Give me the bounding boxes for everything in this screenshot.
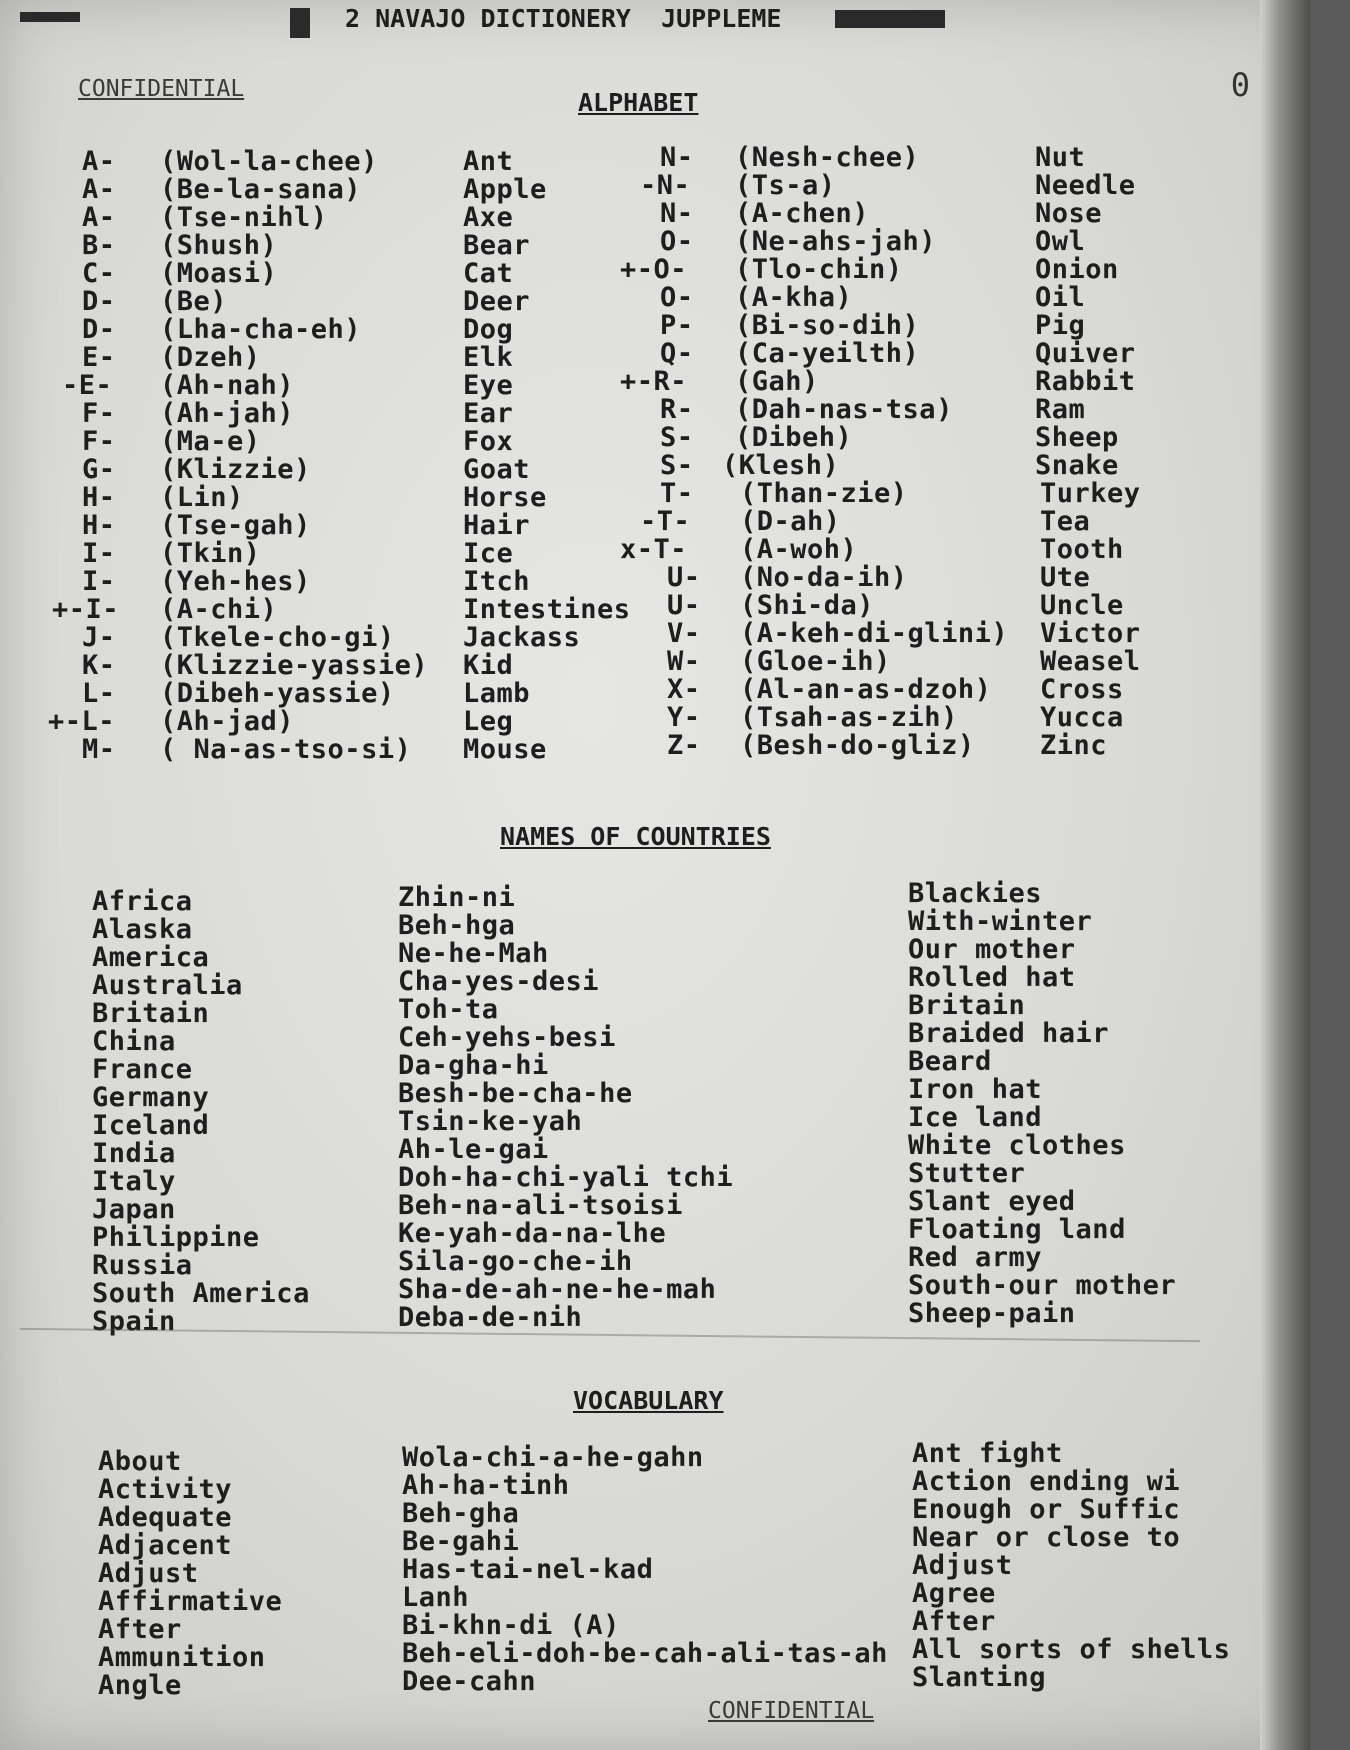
country-name: Germany bbox=[92, 1082, 210, 1113]
country-navajo: Beh-hga bbox=[398, 910, 516, 941]
alphabet-english-word: Ant bbox=[463, 146, 514, 177]
alphabet-english-word: Needle bbox=[1035, 170, 1136, 201]
countries-heading: NAMES OF COUNTRIES bbox=[500, 822, 771, 851]
alphabet-letter: T- bbox=[660, 478, 694, 509]
country-meaning: With-winter bbox=[908, 906, 1093, 937]
alphabet-letter: A- bbox=[82, 202, 116, 233]
vocab-navajo: Beh-eli-doh-be-cah-ali-tas-ah bbox=[402, 1638, 888, 1669]
vocab-word: Activity bbox=[98, 1474, 233, 1505]
alphabet-english-word: Rabbit bbox=[1035, 366, 1136, 397]
country-navajo: Cha-yes-desi bbox=[398, 966, 600, 997]
alphabet-english-word: Kid bbox=[463, 650, 514, 681]
alphabet-navajo-word: (Klizzie) bbox=[160, 454, 311, 485]
alphabet-navajo-word: (Klesh) bbox=[722, 450, 840, 481]
alphabet-english-word: Snake bbox=[1035, 450, 1119, 481]
alphabet-navajo-word: (Be) bbox=[160, 286, 228, 317]
alphabet-letter: -T- bbox=[640, 506, 691, 537]
country-name: Iceland bbox=[92, 1110, 210, 1141]
country-meaning: Iron hat bbox=[908, 1074, 1043, 1105]
alphabet-letter: J- bbox=[82, 622, 116, 653]
alphabet-english-word: Victor bbox=[1040, 618, 1141, 649]
country-meaning: Sheep-pain bbox=[908, 1298, 1076, 1329]
alphabet-english-word: Eye bbox=[463, 370, 514, 401]
country-navajo: Ceh-yehs-besi bbox=[398, 1022, 616, 1053]
country-meaning: White clothes bbox=[908, 1130, 1126, 1161]
vocab-word: After bbox=[98, 1614, 182, 1645]
alphabet-navajo-word: (Ne-ahs-jah) bbox=[735, 226, 937, 257]
alphabet-letter: E- bbox=[82, 342, 116, 373]
alphabet-navajo-word: (Tlo-chin) bbox=[735, 254, 903, 285]
alphabet-letter: +-L- bbox=[48, 706, 116, 737]
country-meaning: Red army bbox=[908, 1242, 1043, 1273]
country-navajo: Besh-be-cha-he bbox=[398, 1078, 633, 1109]
torn-page-edge bbox=[1260, 0, 1310, 1750]
alphabet-navajo-word: (Ma-e) bbox=[160, 426, 261, 457]
country-name: Alaska bbox=[92, 914, 193, 945]
vocab-meaning: Slanting bbox=[912, 1662, 1047, 1693]
country-navajo: Ke-yah-da-na-lhe bbox=[398, 1218, 667, 1249]
vocab-meaning: All sorts of shells bbox=[912, 1634, 1231, 1665]
country-name: India bbox=[92, 1138, 176, 1169]
alphabet-letter: M- bbox=[82, 734, 116, 765]
alphabet-navajo-word: (A-chen) bbox=[735, 198, 870, 229]
alphabet-english-word: Ram bbox=[1035, 394, 1086, 425]
alphabet-english-word: Lamb bbox=[463, 678, 531, 709]
alphabet-navajo-word: (Dibeh) bbox=[735, 422, 853, 453]
alphabet-navajo-word: (Klizzie-yassie) bbox=[160, 650, 429, 681]
alphabet-english-word: Apple bbox=[463, 174, 547, 205]
country-name: China bbox=[92, 1026, 176, 1057]
country-name: Russia bbox=[92, 1250, 193, 1281]
alphabet-navajo-word: (Lha-cha-eh) bbox=[160, 314, 362, 345]
country-meaning: Our mother bbox=[908, 934, 1076, 965]
alphabet-english-word: Ear bbox=[463, 398, 514, 429]
vocab-meaning: Action ending wi bbox=[912, 1466, 1181, 1497]
alphabet-navajo-word: (D-ah) bbox=[740, 506, 841, 537]
alphabet-letter: x-T- bbox=[620, 534, 688, 565]
country-navajo: Ne-he-Mah bbox=[398, 938, 549, 969]
country-meaning: Beard bbox=[908, 1046, 992, 1077]
country-navajo: Deba-de-nih bbox=[398, 1302, 583, 1333]
country-name: America bbox=[92, 942, 210, 973]
alphabet-letter: -E- bbox=[62, 370, 113, 401]
country-navajo: Sha-de-ah-ne-he-mah bbox=[398, 1274, 717, 1305]
alphabet-navajo-word: (Dzeh) bbox=[160, 342, 261, 373]
country-meaning: Slant eyed bbox=[908, 1186, 1076, 1217]
country-meaning: Blackies bbox=[908, 878, 1043, 909]
redaction-mark bbox=[835, 10, 945, 28]
alphabet-english-word: Nose bbox=[1035, 198, 1103, 229]
vocabulary-heading: VOCABULARY bbox=[573, 1386, 724, 1415]
alphabet-navajo-word: (Ah-jad) bbox=[160, 706, 295, 737]
alphabet-letter: Q- bbox=[660, 338, 694, 369]
alphabet-navajo-word: (Ah-nah) bbox=[160, 370, 295, 401]
alphabet-english-word: Goat bbox=[463, 454, 531, 485]
alphabet-navajo-word: (Tsah-as-zih) bbox=[740, 702, 958, 733]
alphabet-letter: D- bbox=[82, 286, 116, 317]
alphabet-english-word: Cat bbox=[463, 258, 514, 289]
alphabet-letter: D- bbox=[82, 314, 116, 345]
alphabet-letter: P- bbox=[660, 310, 694, 341]
country-name: Africa bbox=[92, 886, 193, 917]
alphabet-english-word: Nut bbox=[1035, 142, 1086, 173]
country-name: France bbox=[92, 1054, 193, 1085]
alphabet-english-word: Turkey bbox=[1040, 478, 1141, 509]
alphabet-letter: +-R- bbox=[620, 366, 688, 397]
alphabet-english-word: Pig bbox=[1035, 310, 1086, 341]
country-navajo: Tsin-ke-yah bbox=[398, 1106, 583, 1137]
alphabet-navajo-word: (Than-zie) bbox=[740, 478, 908, 509]
alphabet-english-word: Elk bbox=[463, 342, 514, 373]
alphabet-english-word: Deer bbox=[463, 286, 531, 317]
alphabet-navajo-word: (A-keh-di-glini) bbox=[740, 618, 1009, 649]
alphabet-english-word: Leg bbox=[463, 706, 514, 737]
alphabet-navajo-word: (Gloe-ih) bbox=[740, 646, 891, 677]
alphabet-navajo-word: (Shi-da) bbox=[740, 590, 875, 621]
alphabet-english-word: Owl bbox=[1035, 226, 1086, 257]
redaction-mark bbox=[290, 8, 310, 38]
country-navajo: Beh-na-ali-tsoisi bbox=[398, 1190, 683, 1221]
alphabet-english-word: Jackass bbox=[463, 622, 581, 653]
vocab-word: Adequate bbox=[98, 1502, 233, 1533]
alphabet-english-word: Yucca bbox=[1040, 702, 1124, 733]
country-meaning: Rolled hat bbox=[908, 962, 1076, 993]
alphabet-english-word: Uncle bbox=[1040, 590, 1124, 621]
alphabet-letter: U- bbox=[667, 562, 701, 593]
alphabet-navajo-word: (Dah-nas-tsa) bbox=[735, 394, 953, 425]
country-name: Japan bbox=[92, 1194, 176, 1225]
country-name: Spain bbox=[92, 1306, 176, 1337]
alphabet-navajo-word: (Ts-a) bbox=[735, 170, 836, 201]
vocab-word: Ammunition bbox=[98, 1642, 266, 1673]
country-meaning: Britain bbox=[908, 990, 1026, 1021]
alphabet-letter: S- bbox=[660, 450, 694, 481]
country-name: South America bbox=[92, 1278, 310, 1309]
alphabet-english-word: Hair bbox=[463, 510, 531, 541]
country-navajo: Doh-ha-chi-yali tchi bbox=[398, 1162, 734, 1193]
vocab-meaning: Near or close to bbox=[912, 1522, 1181, 1553]
alphabet-letter: I- bbox=[82, 538, 116, 569]
alphabet-letter: H- bbox=[82, 510, 116, 541]
alphabet-navajo-word: (Tkin) bbox=[160, 538, 261, 569]
alphabet-english-word: Dog bbox=[463, 314, 514, 345]
alphabet-letter: O- bbox=[660, 226, 694, 257]
alphabet-letter: B- bbox=[82, 230, 116, 261]
alphabet-letter: N- bbox=[660, 198, 694, 229]
section-divider bbox=[20, 1328, 1200, 1342]
alphabet-letter: O- bbox=[660, 282, 694, 313]
vocab-meaning: Agree bbox=[912, 1578, 996, 1609]
alphabet-letter: A- bbox=[82, 146, 116, 177]
alphabet-letter: Y- bbox=[667, 702, 701, 733]
alphabet-navajo-word: (No-da-ih) bbox=[740, 562, 908, 593]
alphabet-navajo-word: (Wol-la-chee) bbox=[160, 146, 378, 177]
country-meaning: Floating land bbox=[908, 1214, 1126, 1245]
country-meaning: Stutter bbox=[908, 1158, 1026, 1189]
alphabet-letter: S- bbox=[660, 422, 694, 453]
alphabet-navajo-word: (Tse-gah) bbox=[160, 510, 311, 541]
alphabet-english-word: Zinc bbox=[1040, 730, 1108, 761]
document-title: 2 NAVAJO DICTIONERY JUPPLEME bbox=[345, 4, 782, 33]
country-name: Australia bbox=[92, 970, 243, 1001]
country-meaning: Braided hair bbox=[908, 1018, 1110, 1049]
vocab-navajo: Beh-gha bbox=[402, 1498, 520, 1529]
alphabet-navajo-word: (Ca-yeilth) bbox=[735, 338, 920, 369]
alphabet-letter: W- bbox=[667, 646, 701, 677]
vocab-meaning: Adjust bbox=[912, 1550, 1013, 1581]
alphabet-letter: H- bbox=[82, 482, 116, 513]
alphabet-english-word: Horse bbox=[463, 482, 547, 513]
country-navajo: Da-gha-hi bbox=[398, 1050, 549, 1081]
alphabet-letter: L- bbox=[82, 678, 116, 709]
alphabet-navajo-word: (Tse-nihl) bbox=[160, 202, 328, 233]
alphabet-english-word: Mouse bbox=[463, 734, 547, 765]
alphabet-navajo-word: (Bi-so-dih) bbox=[735, 310, 920, 341]
alphabet-english-word: Intestines bbox=[463, 594, 631, 625]
country-meaning: South-our mother bbox=[908, 1270, 1177, 1301]
vocab-word: About bbox=[98, 1446, 182, 1477]
country-meaning: Ice land bbox=[908, 1102, 1043, 1133]
alphabet-english-word: Bear bbox=[463, 230, 531, 261]
alphabet-letter: A- bbox=[82, 174, 116, 205]
confidential-stamp-bottom: CONFIDENTIAL bbox=[708, 1698, 875, 1724]
vocab-navajo: Be-gahi bbox=[402, 1526, 520, 1557]
alphabet-english-word: Axe bbox=[463, 202, 514, 233]
alphabet-english-word: Quiver bbox=[1035, 338, 1136, 369]
alphabet-english-word: Tooth bbox=[1040, 534, 1124, 565]
vocab-navajo: Has-tai-nel-kad bbox=[402, 1554, 654, 1585]
country-navajo: Sila-go-che-ih bbox=[398, 1246, 633, 1277]
alphabet-english-word: Tea bbox=[1040, 506, 1091, 537]
vocab-meaning: After bbox=[912, 1606, 996, 1637]
vocab-navajo: Wola-chi-a-he-gahn bbox=[402, 1442, 704, 1473]
country-navajo: Ah-le-gai bbox=[398, 1134, 549, 1165]
vocab-navajo: Ah-ha-tinh bbox=[402, 1470, 570, 1501]
alphabet-letter: G- bbox=[82, 454, 116, 485]
alphabet-letter: I- bbox=[82, 566, 116, 597]
alphabet-letter: V- bbox=[667, 618, 701, 649]
country-name: Philippine bbox=[92, 1222, 260, 1253]
alphabet-english-word: Itch bbox=[463, 566, 531, 597]
alphabet-navajo-word: (A-woh) bbox=[740, 534, 858, 565]
alphabet-navajo-word: (A-chi) bbox=[160, 594, 278, 625]
alphabet-navajo-word: (Moasi) bbox=[160, 258, 278, 289]
vocab-navajo: Bi-khn-di (A) bbox=[402, 1610, 620, 1641]
alphabet-letter: U- bbox=[667, 590, 701, 621]
alphabet-letter: K- bbox=[82, 650, 116, 681]
vocab-meaning: Enough or Suffic bbox=[912, 1494, 1181, 1525]
alphabet-letter: +-I- bbox=[52, 594, 120, 625]
alphabet-navajo-word: ( Na-as-tso-si) bbox=[160, 734, 412, 765]
alphabet-english-word: Onion bbox=[1035, 254, 1119, 285]
alphabet-navajo-word: (Ah-jah) bbox=[160, 398, 295, 429]
alphabet-navajo-word: (Dibeh-yassie) bbox=[160, 678, 395, 709]
alphabet-navajo-word: (Lin) bbox=[160, 482, 244, 513]
alphabet-navajo-word: (Tkele-cho-gi) bbox=[160, 622, 395, 653]
vocab-navajo: Lanh bbox=[402, 1582, 470, 1613]
alphabet-english-word: Fox bbox=[463, 426, 514, 457]
vocab-navajo: Dee-cahn bbox=[402, 1666, 537, 1697]
alphabet-letter: R- bbox=[660, 394, 694, 425]
alphabet-heading: ALPHABET bbox=[578, 88, 699, 117]
alphabet-navajo-word: (Be-la-sana) bbox=[160, 174, 362, 205]
alphabet-english-word: Ice bbox=[463, 538, 514, 569]
alphabet-letter: N- bbox=[660, 142, 694, 173]
alphabet-navajo-word: (A-kha) bbox=[735, 282, 853, 313]
vocab-word: Affirmative bbox=[98, 1586, 283, 1617]
alphabet-english-word: Oil bbox=[1035, 282, 1086, 313]
alphabet-letter: C- bbox=[82, 258, 116, 289]
alphabet-letter: +-O- bbox=[620, 254, 688, 285]
corner-mark: 0 bbox=[1230, 66, 1250, 104]
confidential-stamp-top: CONFIDENTIAL bbox=[78, 76, 245, 102]
alphabet-navajo-word: (Yeh-hes) bbox=[160, 566, 311, 597]
redaction-mark bbox=[20, 12, 80, 22]
alphabet-english-word: Cross bbox=[1040, 674, 1124, 705]
alphabet-letter: Z- bbox=[667, 730, 701, 761]
alphabet-navajo-word: (Al-an-as-dzoh) bbox=[740, 674, 992, 705]
vocab-word: Angle bbox=[98, 1670, 182, 1701]
alphabet-letter: X- bbox=[667, 674, 701, 705]
country-navajo: Zhin-ni bbox=[398, 882, 516, 913]
alphabet-letter: -N- bbox=[640, 170, 691, 201]
alphabet-letter: F- bbox=[82, 398, 116, 429]
alphabet-navajo-word: (Gah) bbox=[735, 366, 819, 397]
vocab-word: Adjust bbox=[98, 1558, 199, 1589]
country-name: Britain bbox=[92, 998, 210, 1029]
vocab-meaning: Ant fight bbox=[912, 1438, 1063, 1469]
alphabet-english-word: Sheep bbox=[1035, 422, 1119, 453]
country-navajo: Toh-ta bbox=[398, 994, 499, 1025]
alphabet-english-word: Ute bbox=[1040, 562, 1091, 593]
alphabet-navajo-word: (Besh-do-gliz) bbox=[740, 730, 975, 761]
alphabet-navajo-word: (Shush) bbox=[160, 230, 278, 261]
alphabet-navajo-word: (Nesh-chee) bbox=[735, 142, 920, 173]
alphabet-letter: F- bbox=[82, 426, 116, 457]
alphabet-english-word: Weasel bbox=[1040, 646, 1141, 677]
country-name: Italy bbox=[92, 1166, 176, 1197]
vocab-word: Adjacent bbox=[98, 1530, 233, 1561]
